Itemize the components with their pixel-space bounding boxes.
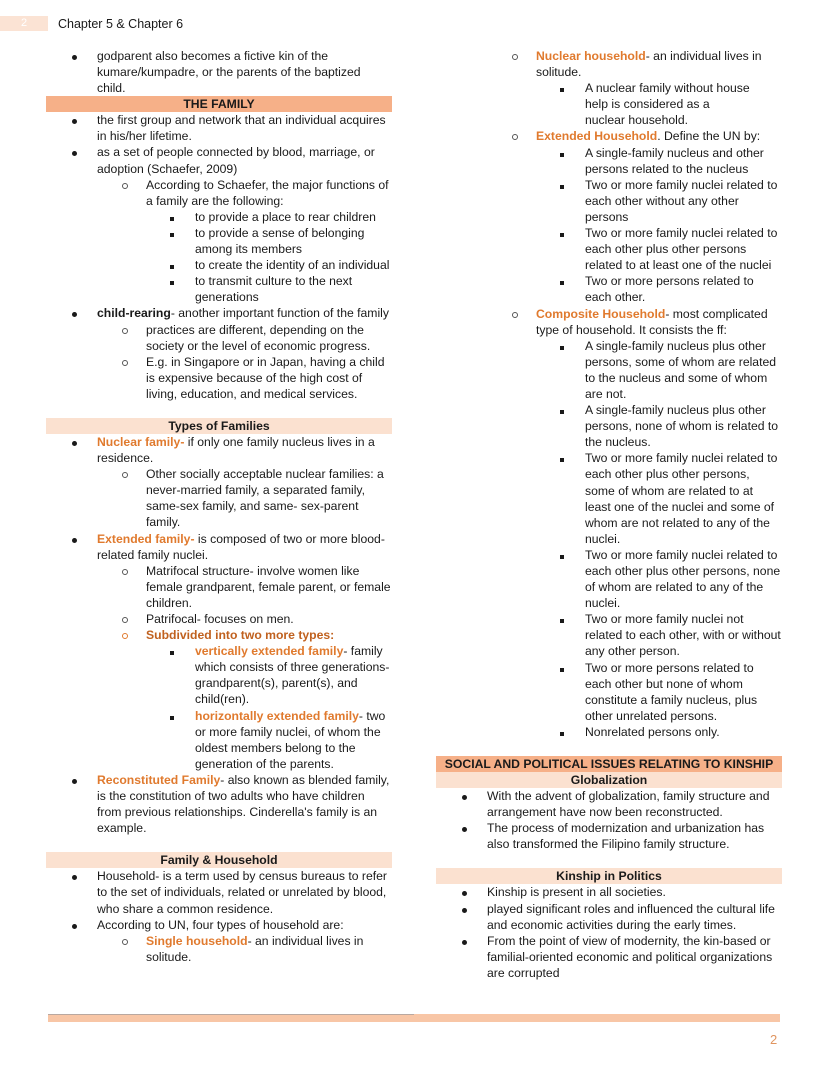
square-bullet-icon xyxy=(560,450,564,466)
square-bullet-icon xyxy=(560,402,564,418)
list-item: Subdivided into two more types: xyxy=(46,627,392,643)
right-column xyxy=(436,48,782,981)
list-item: The process of modernization and urbanization has also transformed the Filipino family structure. xyxy=(436,820,782,852)
circle-bullet-icon xyxy=(122,627,128,643)
square-bullet-icon xyxy=(170,257,174,273)
list-item: A single-family nucleus plus other persons, none of whom is related to the nucleus. xyxy=(436,402,782,450)
circle-bullet-icon xyxy=(122,322,128,338)
list-item: Kinship is present in all societies. xyxy=(436,884,782,900)
square-bullet-icon xyxy=(560,338,564,354)
list-item: A single-family nucleus plus other persons, some of whom are related to the nucleus and some of whom are not. xyxy=(436,338,782,402)
circle-bullet-icon xyxy=(122,354,128,370)
list-item: According to UN, four types of household are: xyxy=(46,917,392,933)
page-badge: 2 xyxy=(0,16,48,31)
list-item: horizontally extended family- two or more family nuclei, of whom the oldest members belong to the generation of the parents. xyxy=(46,708,392,772)
list-item: Two or more family nuclei related to each other plus other persons, some of whom are related to at least one of the nuclei and some of whom are not related to any of the nuclei. xyxy=(436,450,782,547)
square-bullet-icon xyxy=(560,177,564,193)
list-item: practices are different, depending on the society or the level of economic progress. xyxy=(46,322,392,354)
circle-bullet-icon xyxy=(512,128,518,144)
bullet-icon xyxy=(462,820,467,836)
list-item: Reconstituted Family- also known as blended family, is the constitution of two adults who have children from previous relationships. Cinderella's family is an example. xyxy=(46,772,392,836)
circle-bullet-icon xyxy=(512,306,518,322)
bullet-icon xyxy=(72,305,77,321)
list-item: played significant roles and influenced the cultural life and economic activities during the early times. xyxy=(436,901,782,933)
list-item: Composite Household- most complicated type of household. It consists the ff: xyxy=(436,306,782,338)
square-bullet-icon xyxy=(560,611,564,627)
list-item: With the advent of globalization, family structure and arrangement have now been reconstructed. xyxy=(436,788,782,820)
left-column xyxy=(46,48,392,965)
square-bullet-icon xyxy=(170,273,174,289)
list-item: Two or more family nuclei related to each other without any other persons xyxy=(436,177,782,225)
list-item: Two or more family nuclei related to each other plus other persons, none of whom are related to any of the nuclei. xyxy=(436,547,782,611)
circle-bullet-icon xyxy=(122,563,128,579)
header-title: Chapter 5 & Chapter 6 xyxy=(58,17,184,31)
square-bullet-icon xyxy=(560,80,564,96)
bullet-icon xyxy=(462,933,467,949)
bullet-icon xyxy=(462,788,467,804)
list-item: Extended family- is composed of two or more blood-related family nuclei. xyxy=(46,531,392,563)
list-item: Two or more family nuclei not related to each other, with or without any other person. xyxy=(436,611,782,659)
circle-bullet-icon xyxy=(122,177,128,193)
bullet-icon xyxy=(72,868,77,884)
square-bullet-icon xyxy=(170,708,174,724)
bullet-icon xyxy=(72,772,77,788)
square-bullet-icon xyxy=(560,724,564,740)
square-bullet-icon xyxy=(560,225,564,241)
list-item: to create the identity of an individual xyxy=(46,257,392,273)
section-subheading-globalization: Globalization xyxy=(436,772,782,788)
bullet-icon xyxy=(72,434,77,450)
square-bullet-icon xyxy=(560,273,564,289)
square-bullet-icon xyxy=(170,643,174,659)
list-item: Household- is a term used by census bureaus to refer to the set of individuals, related or unrelated by blood, who share a common residence. xyxy=(46,868,392,916)
list-item: child-rearing- another important function of the family xyxy=(46,305,392,321)
square-bullet-icon xyxy=(560,145,564,161)
list-item: Nuclear household- an individual lives in solitude. xyxy=(436,48,782,80)
square-bullet-icon xyxy=(560,547,564,563)
bullet-icon xyxy=(72,112,77,128)
list-item: Nuclear family- if only one family nucleus lives in a residence. xyxy=(46,434,392,466)
square-bullet-icon xyxy=(170,209,174,225)
footer-bar xyxy=(48,1014,780,1022)
bullet-icon xyxy=(72,144,77,160)
list-item: vertically extended family- family which consists of three generations-grandparent(s), parent(s), and child(ren). xyxy=(46,643,392,707)
bullet-icon xyxy=(72,48,77,64)
list-item: Matrifocal structure- involve women like female grandparent, female parent, or female children. xyxy=(46,563,392,611)
list-item: Extended Household. Define the UN by: xyxy=(436,128,782,144)
square-bullet-icon xyxy=(560,660,564,676)
list-item: godparent also becomes a fictive kin of the kumare/kumpadre, or the parents of the baptized child. xyxy=(46,48,392,96)
bullet-icon xyxy=(72,917,77,933)
circle-bullet-icon xyxy=(512,48,518,64)
circle-bullet-icon xyxy=(122,611,128,627)
list-item: the first group and network that an individual acquires in his/her lifetime. xyxy=(46,112,392,144)
list-item: Nonrelated persons only. xyxy=(436,724,782,740)
section-heading-family-household: Family & Household xyxy=(46,852,392,868)
list-item: Two or more persons related to each other but none of whom constitute a family nucleus, plus other unrelated persons. xyxy=(436,660,782,724)
section-heading-types-of-families: Types of Families xyxy=(46,418,392,434)
section-heading-social-political: SOCIAL AND POLITICAL ISSUES RELATING TO KINSHIP xyxy=(436,756,782,772)
list-item: According to Schaefer, the major functions of a family are the following: xyxy=(46,177,392,209)
list-item: E.g. in Singapore or in Japan, having a child is expensive because of the high cost of living, education, and medical services. xyxy=(46,354,392,402)
list-item: to provide a sense of belonging among its members xyxy=(46,225,392,257)
list-item: From the point of view of modernity, the kin-based or familial-oriented economic and political organizations are corrupted xyxy=(436,933,782,981)
circle-bullet-icon xyxy=(122,933,128,949)
section-heading-kinship-politics: Kinship in Politics xyxy=(436,868,782,884)
list-item: Patrifocal- focuses on men. xyxy=(46,611,392,627)
list-item: as a set of people connected by blood, marriage, or adoption (Schaefer, 2009) xyxy=(46,144,392,176)
section-heading-the-family: THE FAMILY xyxy=(46,96,392,112)
list-item: Two or more persons related to each other. xyxy=(436,273,782,305)
bullet-icon xyxy=(462,884,467,900)
list-item: to provide a place to rear children xyxy=(46,209,392,225)
bullet-icon xyxy=(72,531,77,547)
list-item: A single-family nucleus and other persons related to the nucleus xyxy=(436,145,782,177)
list-item: Single household- an individual lives in solitude. xyxy=(46,933,392,965)
list-item: Other socially acceptable nuclear families: a never-married family, a separated family, same-sex family, and same- sex-parent family. xyxy=(46,466,392,530)
term-child-rearing: child-rearing xyxy=(97,306,171,321)
list-item: Two or more family nuclei related to each other plus other persons related to at least one of the nuclei xyxy=(436,225,782,273)
list-item: A nuclear family without house help is considered as a nuclear household. xyxy=(436,80,782,128)
list-item: to transmit culture to the next generations xyxy=(46,273,392,305)
circle-bullet-icon xyxy=(122,466,128,482)
bullet-icon xyxy=(462,901,467,917)
square-bullet-icon xyxy=(170,225,174,241)
page-number: 2 xyxy=(770,1032,778,1047)
